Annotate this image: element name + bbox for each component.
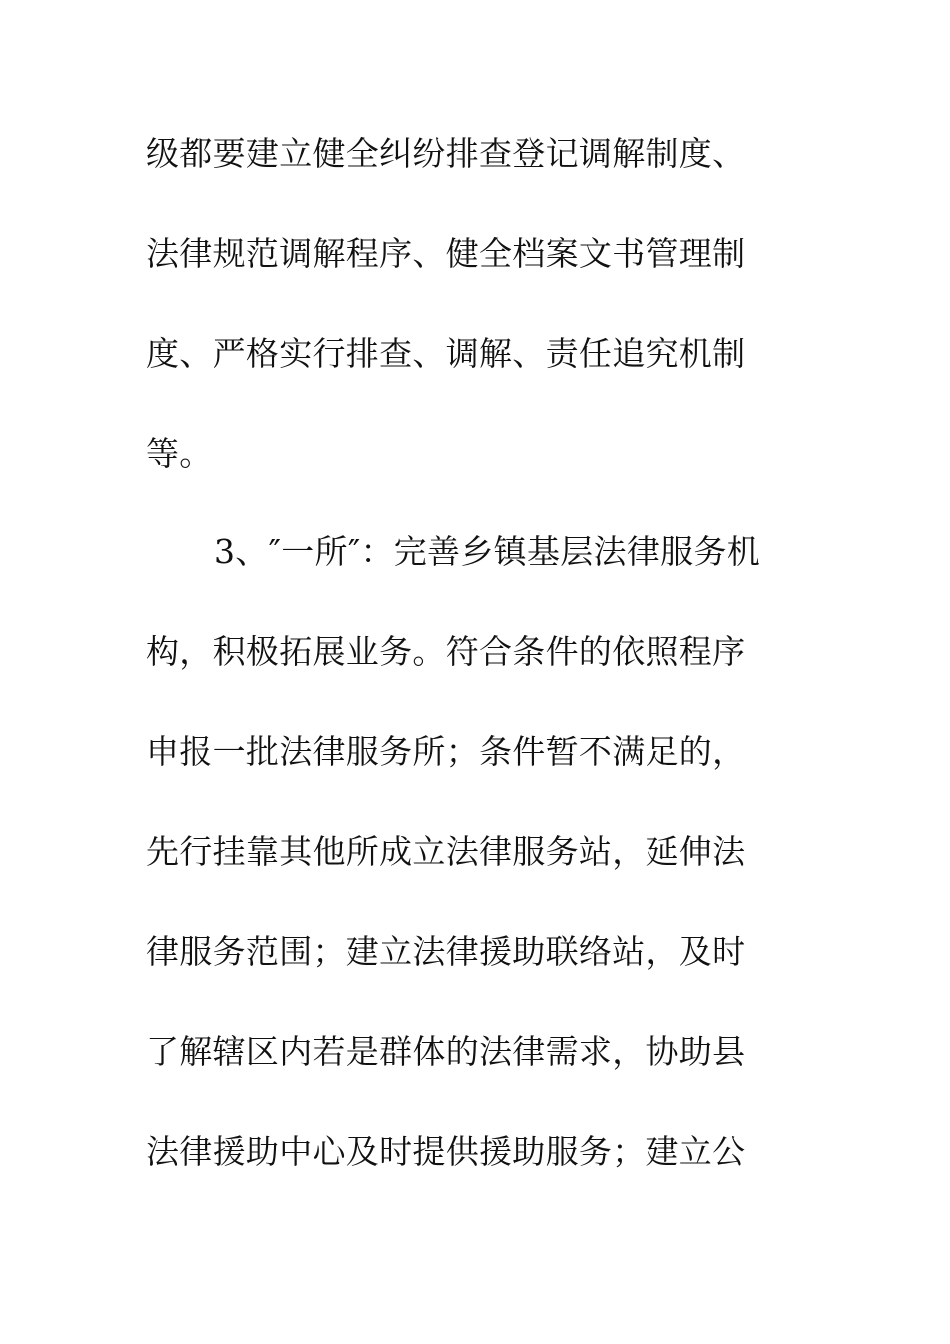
text-line: 了解辖区内若是群体的法律需求，协助县 (146, 1032, 746, 1071)
text-line: 等。 (146, 434, 213, 473)
text-line: 先行挂靠其他所成立法律服务站，延伸法 (146, 832, 746, 871)
paragraph-heading-line: 3、″一所″：完善乡镇基层法律服务机 (214, 532, 761, 571)
text-line: 法律规范调解程序、健全档案文书管理制 (146, 234, 746, 273)
text-line: 构，积极拓展业务。符合条件的依照程序 (146, 632, 746, 671)
text-line: 级都要建立健全纠纷排查登记调解制度、 (146, 134, 746, 173)
text-line: 法律援助中心及时提供援助服务；建立公 (146, 1132, 746, 1171)
text-line: 申报一批法律服务所；条件暂不满足的， (146, 732, 746, 771)
text-line: 律服务范围；建立法律援助联络站，及时 (146, 932, 746, 971)
text-line: 度、严格实行排查、调解、责任追究机制 (146, 334, 746, 373)
